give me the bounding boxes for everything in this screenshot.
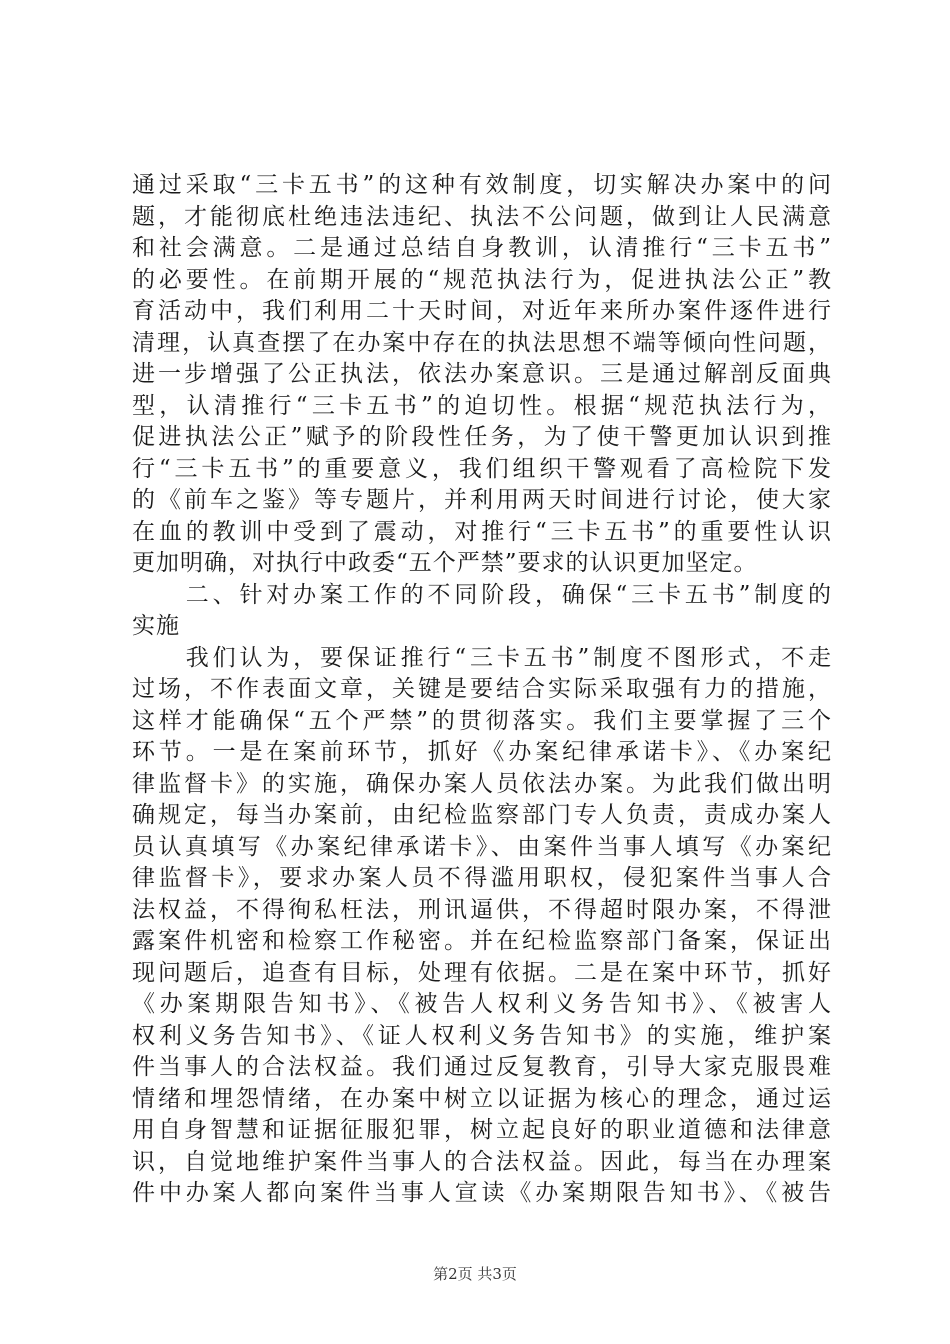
text-line: 《办案期限告知书》、《被告人权利义务告知书》、《被害人 [132, 991, 832, 1017]
text-line: 法权益，不得徇私枉法，刑讯逼供，不得超时限办案，不得泄 [132, 896, 832, 923]
text-line: 进一步增强了公正执法，依法办案意识。三是通过解剖反面典 [132, 361, 832, 387]
text-line: 识，自觉地维护案件当事人的合法权益。因此，每当在办理案 [132, 1148, 832, 1175]
text-line: 情绪和埋怨情绪，在办案中树立以证据为核心的理念，通过运 [132, 1085, 832, 1112]
text-line: 更加明确，对执行中政委“五个严禁”要求的认识更加坚定。 [132, 550, 758, 576]
text-line: 员认真填写《办案纪律承诺卡》、由案件当事人填写《办案纪 [132, 833, 832, 860]
text-line: 我们认为，要保证推行“三卡五书”制度不图形式，不走 [132, 644, 832, 671]
text-line: 促进执法公正”赋予的阶段性任务，为了使干警更加认识到推 [132, 424, 832, 450]
text-line: 件当事人的合法权益。我们通过反复教育，引导大家克服畏难 [132, 1054, 832, 1080]
text-line: 现问题后，追查有目标，处理有依据。二是在案中环节，抓好 [132, 959, 832, 986]
text-line: 的《前车之鉴》等专题片，并利用两天时间进行讨论，使大家 [132, 487, 832, 513]
text-line: 律监督卡》，要求办案人员不得滥用职权，侵犯案件当事人合 [132, 865, 832, 891]
text-line: 题，才能彻底杜绝违法违纪、执法不公问题，做到让人民满意 [132, 203, 832, 230]
text-line: 通过采取“三卡五书”的这种有效制度，切实解决办案中的问 [132, 172, 832, 198]
text-line: 行“三卡五书”的重要意义，我们组织干警观看了高检院下发 [132, 455, 832, 482]
text-line: 权利义务告知书》、《证人权利义务告知书》的实施，维护案 [132, 1022, 832, 1049]
text-line: 露案件机密和检察工作秘密。并在纪检监察部门备案，保证出 [132, 928, 832, 954]
text-line: 的必要性。在前期开展的“规范执法行为，促进执法公正”教 [132, 266, 832, 293]
section-heading-line: 实施 [132, 613, 180, 639]
text-line: 环节。一是在案前环节，抓好《办案纪律承诺卡》、《办案纪 [132, 739, 832, 765]
text-line: 清理，认真查摆了在办案中存在的执法思想不端等倾向性问题， [132, 329, 832, 356]
text-line: 用自身智慧和证据征服犯罪，树立起良好的职业道德和法律意 [132, 1117, 832, 1143]
section-heading-line: 二、针对办案工作的不同阶段，确保“三卡五书”制度的 [132, 581, 832, 608]
text-line: 育活动中，我们利用二十天时间，对近年来所办案件逐件进行 [132, 298, 832, 324]
text-line: 过场，不作表面文章，关键是要结合实际采取强有力的措施， [132, 676, 832, 702]
text-line: 和社会满意。二是通过总结自身教训，认清推行“三卡五书” [132, 235, 832, 261]
text-line: 件中办案人都向案件当事人宣读《办案期限告知书》、《被告 [132, 1180, 832, 1206]
text-line: 这样才能确保“五个严禁”的贯彻落实。我们主要掌握了三个 [132, 707, 832, 734]
text-line: 律监督卡》的实施，确保办案人员依法办案。为此我们做出明 [132, 770, 832, 797]
document-body [132, 170, 832, 1210]
text-line: 在血的教训中受到了震动，对推行“三卡五书”的重要性认识 [132, 518, 832, 545]
page-number-footer: 第2页 共3页 [433, 1265, 517, 1283]
text-line: 确规定，每当办案前，由纪检监察部门专人负责，责成办案人 [132, 802, 832, 828]
text-line: 型，认清推行“三卡五书”的迫切性。根据“规范执法行为， [132, 392, 832, 419]
